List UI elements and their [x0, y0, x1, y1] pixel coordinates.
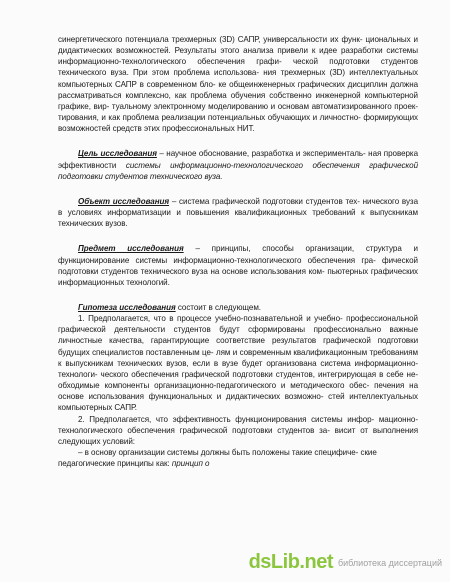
- goal-paragraph: [58, 148, 418, 181]
- item-line: ские педагогические принципы как:: [58, 448, 377, 469]
- item-line: профессиональной графической деятельности студентов будут сформированы: [58, 314, 418, 335]
- subject-text: пьютерных графических информационных технологий.: [58, 266, 419, 287]
- intro-paragraph: [58, 34, 418, 134]
- object-text: – система графической подготовки студентов тех-: [169, 196, 360, 206]
- item-line: 1. Предполагается, что в процессе учебно-познавательной и учебно-: [78, 314, 343, 324]
- intro-line: циональных и дидактических возможностей. Результаты этого анализа привели к: [58, 35, 418, 56]
- hypothesis-heading: [58, 302, 418, 313]
- item-line: профессионально важные личностные качества, гарантирующие соответствие: [58, 325, 419, 346]
- item-line: печения на основе использования функциональных и дидактических возможно-: [58, 381, 419, 402]
- item-line: стей интеллектуальных компьютерных САПР.: [58, 392, 418, 413]
- item-line: лям и современным квалификационным требованиям к выпускникам технических: [58, 347, 419, 368]
- subject-text: функционирование системы информационно-технологического обеспечения гра-: [58, 255, 376, 265]
- document-body: [58, 34, 418, 469]
- intro-line: тирования, и как проблема реализации потенциальных обучающих и личностно-: [58, 113, 361, 123]
- intro-line: ческой подготовки студентов технического вуза. При этом проблема использова-: [58, 57, 419, 78]
- logo-main: dsLib: [248, 551, 300, 573]
- hypothesis-item-1: [58, 313, 418, 413]
- subject-label: Предмет исследования: [78, 244, 184, 254]
- goal-text: – научное обоснование, разработка и эксперименталь-: [156, 149, 366, 159]
- intro-line: идее разработки системы информационно-технологического обеспечения графи-: [58, 46, 419, 67]
- goal-text: ная проверка эффективности: [58, 149, 419, 170]
- hypothesis-label: Гипотеза исследования: [78, 302, 176, 312]
- goal-text-emph: системы информационно-технологического: [125, 160, 303, 170]
- intro-line: ке общеинженерных графических дисциплин должна рассматриваться комплексно,: [58, 79, 419, 100]
- intro-line: туальному электронному моделированию и основам автоматизированного проек-: [111, 101, 418, 111]
- subject-text: – принципы, способы организации, структура и: [183, 244, 418, 254]
- hypothesis-text: состоит в следующем.: [175, 302, 261, 312]
- object-paragraph: [58, 196, 418, 229]
- object-text: нического вуза в условиях информатизации и повышения квалификационных: [58, 196, 418, 218]
- item-line: – в основу организации системы должны быть положены такие специфиче-: [78, 448, 359, 457]
- watermark-line: библиотека диссертаций: [337, 557, 442, 568]
- intro-line: как проблема обучения собственно инженерной компьютерной графике, вир-: [58, 90, 418, 111]
- item-line: 2. Предполагается, что эффективность функционирования системы инфор-: [78, 414, 375, 424]
- hypothesis-item-3: [58, 447, 418, 469]
- watermark-caption: [338, 558, 442, 568]
- watermark: [249, 551, 442, 574]
- logo-domain: .net: [299, 551, 333, 573]
- object-text: требований к выпускникам технических вузов.: [58, 208, 419, 229]
- goal-label: Цель исследования: [78, 149, 157, 159]
- subject-paragraph: [58, 243, 418, 288]
- item-line: результатов графической подготовки будущих специалистов поставленным це-: [58, 336, 419, 357]
- item-line: вузов, если в вузе будет организована система информационно-технологи-: [58, 358, 418, 379]
- intro-line: синергетического потенциала трехмерных (3D) САПР, универсальности их функ-: [58, 35, 363, 44]
- item-line: висит от выполнения следующих условий:: [58, 425, 419, 446]
- hypothesis-item-2: [58, 414, 418, 447]
- item-line: мационно-технологического обеспечения графической подготовки студентов за-: [58, 414, 418, 435]
- item-line-emph: принцип о: [171, 459, 210, 469]
- goal-text-emph: обеспечения графической подготовки студентов технического вуза.: [58, 160, 419, 181]
- dslib-logo: [249, 551, 333, 574]
- item-line: обходимые компоненты организационно-педагогического и методического обес-: [58, 381, 370, 391]
- object-label: Объект исследования: [78, 196, 170, 206]
- subject-text: фической подготовки студентов технического вуза на основе использования ком-: [58, 255, 418, 276]
- item-line: ческого обеспечения графической подготовки студентов, интегрирующая в себе не-: [100, 369, 419, 379]
- intro-line: формирующих возможностей средств этих профессиональных НИТ.: [58, 113, 418, 134]
- intro-line: ния трехмерных (3D) интеллектуальных компьютерных САПР в современном бло-: [58, 68, 419, 89]
